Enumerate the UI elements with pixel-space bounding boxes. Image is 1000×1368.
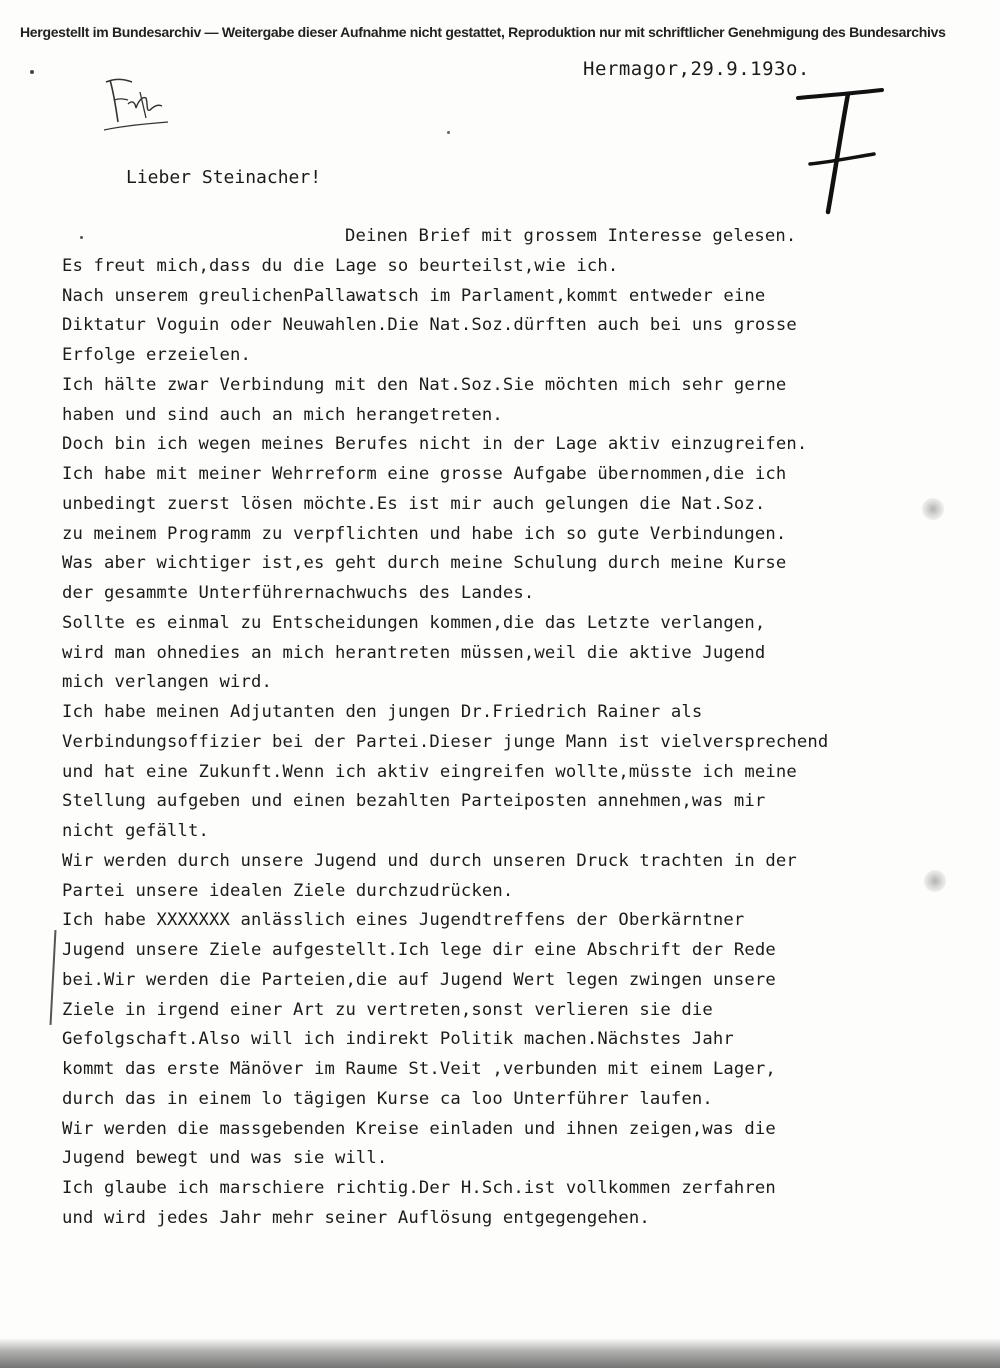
letter-line: wird man ohnedies an mich herantreten müssen,weil die aktive Jugend <box>62 642 766 663</box>
letter-line: Wir werden durch unsere Jugend und durch unseren Druck trachten in der <box>62 850 797 871</box>
letter-line: Sollte es einmal zu Entscheidungen kommen,die das Letzte verlangen, <box>62 612 766 633</box>
letter-line: Ziele in irgend einer Art zu vertreten,sonst verlieren sie die <box>62 999 713 1020</box>
archive-header-stamp: Hergestellt im Bundesarchiv — Weitergabe dieser Aufnahme nicht gestattet, Reproduktion nur mit schriftlicher Genehmigung des Bundesarchivs <box>20 24 946 40</box>
ink-dot <box>30 70 34 74</box>
letter-line: nicht gefällt. <box>62 821 209 841</box>
letter-line: Wir werden die massgebenden Kreise einladen und ihnen zeigen,was die <box>62 1118 776 1139</box>
letter-line: Deinen Brief mit grossem Interesse gelesen. <box>345 226 797 246</box>
letter-line: haben und sind auch an mich herangetreten. <box>62 404 503 425</box>
letter-line: Es freut mich,dass du die Lage so beurteilst,wie ich. <box>62 255 619 276</box>
letter-line: zu meinem Programm zu verpflichten und habe ich so gute Verbindungen. <box>62 523 787 544</box>
scan-edge-shadow <box>0 1338 1000 1368</box>
letter-line: und wird jedes Jahr mehr seiner Auflösung entgegengehen. <box>62 1207 650 1228</box>
letter-line: Verbindungsoffizier bei der Partei.Dieser junge Mann ist vielversprechend <box>62 731 829 752</box>
margin-pencil-mark <box>50 930 57 1025</box>
letter-line: Ich glaube ich marschiere richtig.Der H.Sch.ist vollkommen zerfahren <box>62 1178 776 1198</box>
letter-line: Diktatur Voguin oder Neuwahlen.Die Nat.Soz.dürften auch bei uns grosse <box>62 315 797 336</box>
letter-body <box>62 222 972 1234</box>
letter-line: unbedingt zuerst lösen möchte.Es ist mir auch gelungen die Nat.Soz. <box>62 493 766 514</box>
ink-smudge <box>922 498 944 520</box>
letter-line: Partei unsere idealen Ziele durchzudrücken. <box>62 880 514 901</box>
letter-line: Ich habe meinen Adjutanten den jungen Dr.Friedrich Rainer als <box>62 702 703 722</box>
letter-line: kommt das erste Mänöver im Raume St.Veit ,verbunden mit einem Lager, <box>62 1059 776 1079</box>
letter-line: Stellung aufgeben und einen bezahlten Parteiposten annehmen,was mir <box>62 791 766 812</box>
salutation: Lieber Steinacher! <box>126 167 322 188</box>
letter-line: Jugend bewegt und was sie will. <box>62 1148 388 1169</box>
handwritten-initials <box>102 74 172 134</box>
ink-dot <box>447 131 450 134</box>
letter-line: der gesammte Unterführernachwuchs des Landes. <box>62 583 535 603</box>
letter-line: Doch bin ich wegen meines Berufes nicht in der Lage aktiv einzugreifen. <box>62 434 808 455</box>
letter-line: Was aber wichtiger ist,es geht durch meine Schulung durch meine Kurse <box>62 553 787 574</box>
letter-line: Erfolge erzeielen. <box>62 345 251 365</box>
letter-line: Ich hälte zwar Verbindung mit den Nat.Soz.Sie möchten mich sehr gerne <box>62 374 787 395</box>
ink-smudge <box>924 870 946 892</box>
letter-line: Ich habe XXXXXXX anlässlich eines Jugendtreffens der Oberkärntner <box>62 910 745 931</box>
handwritten-folio-number <box>790 86 890 216</box>
place-date: Hermagor,29.9.193o. <box>583 58 810 80</box>
letter-line: Nach unserem greulichenPallawatsch im Parlament,kommt entweder eine <box>62 285 766 306</box>
letter-line: Jugend unsere Ziele aufgestellt.Ich lege dir eine Abschrift der Rede <box>62 940 776 960</box>
letter-line: mich verlangen wird. <box>62 672 272 693</box>
letter-line: bei.Wir werden die Parteien,die auf Jugend Wert legen zwingen unsere <box>62 969 776 990</box>
letter-line: durch das in einem lo tägigen Kurse ca loo Unterführer laufen. <box>62 1088 713 1109</box>
letter-line: Ich habe mit meiner Wehrreform eine grosse Aufgabe übernommen,die ich <box>62 464 787 484</box>
letter-line: Gefolgschaft.Also will ich indirekt Politik machen.Nächstes Jahr <box>62 1029 734 1050</box>
letter-line: und hat eine Zukunft.Wenn ich aktiv eingreifen wollte,müsste ich meine <box>62 761 797 782</box>
